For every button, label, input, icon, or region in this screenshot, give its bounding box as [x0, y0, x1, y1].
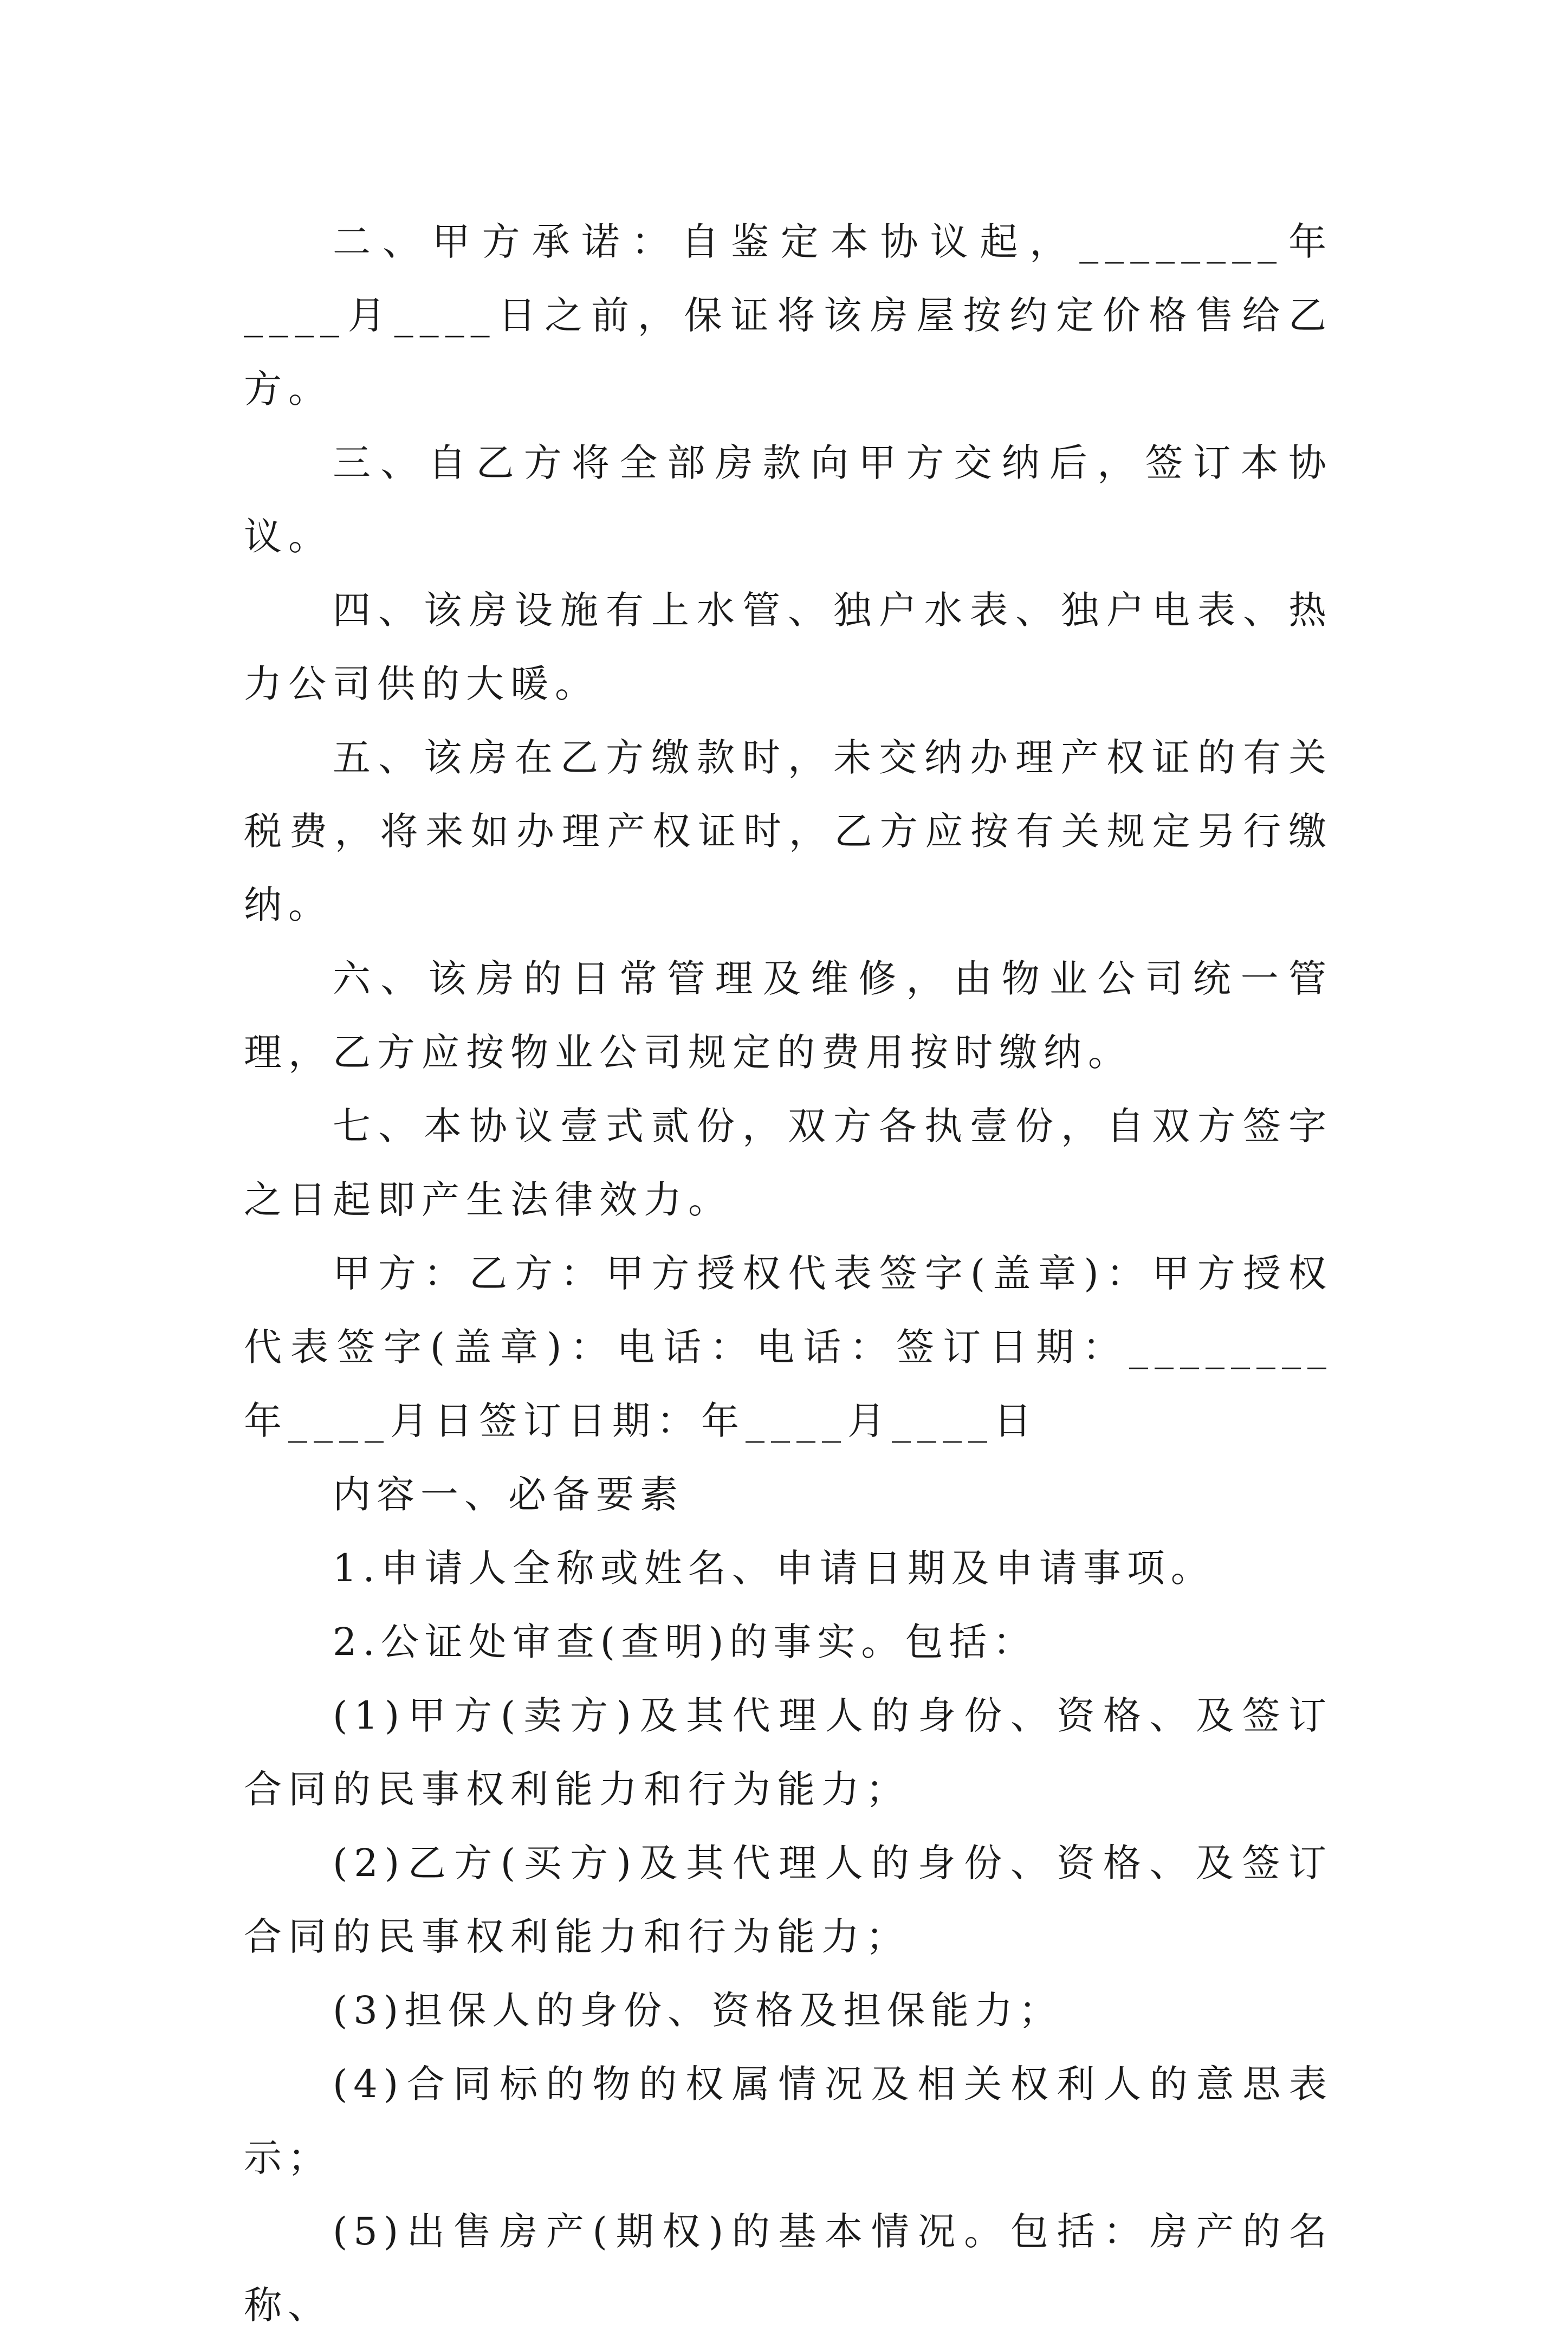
- paragraph-item-2: 2.公证处审查(查明)的事实。包括：: [333, 1620, 1037, 1664]
- paragraph-clause-4: 四、该房设施有上水管、独户水表、独户电表、热力公司供的大暖。: [244, 588, 1333, 706]
- paragraph-signatures: 甲方：乙方：甲方授权代表签字(盖章)：甲方授权代表签字(盖章)：电话：电话：签订日期：________年____月日签订日期：年____月____日: [244, 1251, 1333, 1443]
- document-page: [244, 205, 1333, 2342]
- paragraph-subitem-4: (4)合同标的物的权属情况及相关权利人的意思表示；: [244, 2062, 1333, 2180]
- paragraph-subitem-3: (3)担保人的身份、资格及担保能力；: [333, 1988, 1063, 2033]
- paragraph-clause-3: 三、自乙方将全部房款向甲方交纳后，签订本协议。: [244, 441, 1333, 559]
- paragraph-section-heading: 内容一、必备要素: [333, 1472, 684, 1517]
- paragraph-clause-6: 六、该房的日常管理及维修，由物业公司统一管理，乙方应按物业公司规定的费用按时缴纳。: [244, 956, 1333, 1075]
- paragraph-subitem-2: (2)乙方(买方)及其代理人的身份、资格、及签订合同的民事权利能力和行为能力；: [244, 1841, 1333, 1959]
- paragraph-clause-2: 二、甲方承诺：自鉴定本协议起，________年____月____日之前，保证将该房屋按约定价格售给乙方。: [244, 219, 1333, 411]
- paragraph-item-1: 1.申请人全称或姓名、申请日期及申请事项。: [333, 1546, 1215, 1590]
- paragraph-subitem-1: (1)甲方(卖方)及其代理人的身份、资格、及签订合同的民事权利能力和行为能力；: [244, 1693, 1333, 1812]
- paragraph-clause-5: 五、该房在乙方缴款时，未交纳办理产权证的有关税费，将来如办理产权证时，乙方应按有关规定另行缴纳。: [244, 735, 1333, 927]
- paragraph-clause-7: 七、本协议壹式贰份，双方各执壹份，自双方签字之日起即产生法律效力。: [244, 1104, 1333, 1222]
- paragraph-subitem-5: (5)出售房产(期权)的基本情况。包括：房产的名称、: [244, 2209, 1333, 2327]
